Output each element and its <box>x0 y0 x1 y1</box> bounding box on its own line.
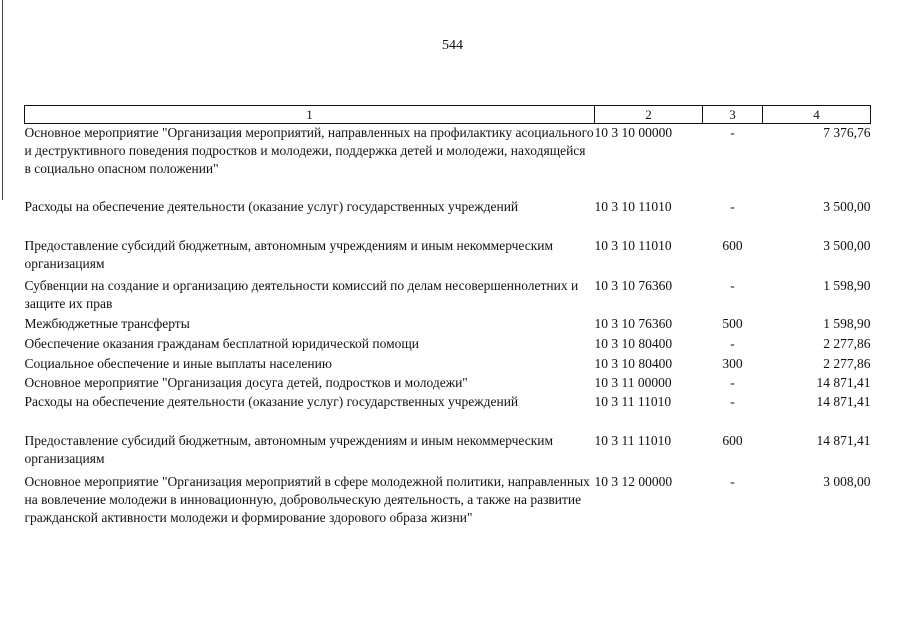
row-name: Основное мероприятие "Организация мероприятий в сфере молодежной политики, направленных на вовлечение молодежи в инновационную, добровольческую деятельность, а также на развитие гражданской активности молодежи и формирование здорового образа жизни" <box>24 473 590 525</box>
table-row <box>25 374 871 393</box>
table-row <box>25 277 871 315</box>
row-code: 10 3 12 00000 <box>594 473 673 489</box>
row-amount: 1 598,90 <box>823 277 871 293</box>
table-row <box>25 473 871 547</box>
row-kind: - <box>730 374 735 390</box>
table-row <box>25 237 871 277</box>
row-kind: - <box>730 125 735 140</box>
row-amount: 3 500,00 <box>823 198 871 214</box>
table-row <box>25 393 871 432</box>
row-code: 10 3 10 00000 <box>594 125 673 140</box>
row-kind: 600 <box>722 432 743 448</box>
row-name: Расходы на обеспечение деятельности (оказание услуг) государственных учреждений <box>24 198 519 214</box>
row-kind: 500 <box>722 315 743 331</box>
row-amount: 2 277,86 <box>823 355 871 371</box>
row-amount: 14 871,41 <box>816 393 871 409</box>
row-amount: 7 376,76 <box>823 125 871 140</box>
row-kind: - <box>730 335 735 351</box>
column-header-4: 4 <box>763 106 871 124</box>
row-code: 10 3 11 11010 <box>594 393 672 409</box>
table-row <box>25 198 871 237</box>
row-name: Предоставление субсидий бюджетным, автономным учреждениям и иным некоммерческим организациям <box>24 432 554 466</box>
table-row <box>25 432 871 473</box>
row-amount: 14 871,41 <box>816 374 871 390</box>
row-kind: - <box>730 277 735 293</box>
table-row <box>25 315 871 335</box>
row-code: 10 3 10 11010 <box>594 237 672 253</box>
row-name: Социальное обеспечение и иные выплаты населению <box>24 355 332 371</box>
page-number: 544 <box>442 38 463 53</box>
row-kind: 600 <box>722 237 743 253</box>
column-header-3: 3 <box>703 106 763 124</box>
budget-table <box>24 105 871 547</box>
row-name: Субвенции на создание и организацию деятельности комиссий по делам несовершеннолетних и защите их прав <box>24 277 579 311</box>
row-name: Межбюджетные трансферты <box>24 315 190 331</box>
row-code: 10 3 11 11010 <box>594 432 672 448</box>
row-kind: - <box>730 393 735 409</box>
row-code: 10 3 10 80400 <box>594 355 673 371</box>
row-amount: 2 277,86 <box>823 335 871 351</box>
row-kind: - <box>730 198 735 214</box>
table-row <box>25 124 871 198</box>
row-name: Расходы на обеспечение деятельности (оказание услуг) государственных учреждений <box>24 393 519 409</box>
row-name: Основное мероприятие "Организация досуга детей, подростков и молодежи" <box>24 374 468 390</box>
row-amount: 3 500,00 <box>823 237 871 253</box>
page-edge-line <box>2 0 3 200</box>
column-header-2: 2 <box>595 106 703 124</box>
row-code: 10 3 11 00000 <box>594 374 672 390</box>
row-amount: 3 008,00 <box>823 473 871 489</box>
row-code: 10 3 10 11010 <box>594 198 672 214</box>
table-header-row <box>25 106 871 124</box>
row-kind: 300 <box>722 355 743 371</box>
row-amount: 14 871,41 <box>816 432 871 448</box>
row-name: Обеспечение оказания гражданам бесплатной юридической помощи <box>24 335 419 351</box>
column-header-1: 1 <box>25 106 595 124</box>
row-kind: - <box>730 473 735 489</box>
row-code: 10 3 10 76360 <box>594 277 673 293</box>
row-code: 10 3 10 76360 <box>594 315 673 331</box>
row-name: Предоставление субсидий бюджетным, автономным учреждениям и иным некоммерческим организациям <box>24 237 554 271</box>
row-code: 10 3 10 80400 <box>594 335 673 351</box>
row-name: Основное мероприятие "Организация мероприятий, направленных на профилактику асоциального и деструктивного поведения подростков и молодежи, поддержка детей и молодежи, находящейся в социально опасном положении" <box>24 125 594 176</box>
table-row <box>25 335 871 355</box>
row-amount: 1 598,90 <box>823 315 871 331</box>
table-row <box>25 355 871 374</box>
